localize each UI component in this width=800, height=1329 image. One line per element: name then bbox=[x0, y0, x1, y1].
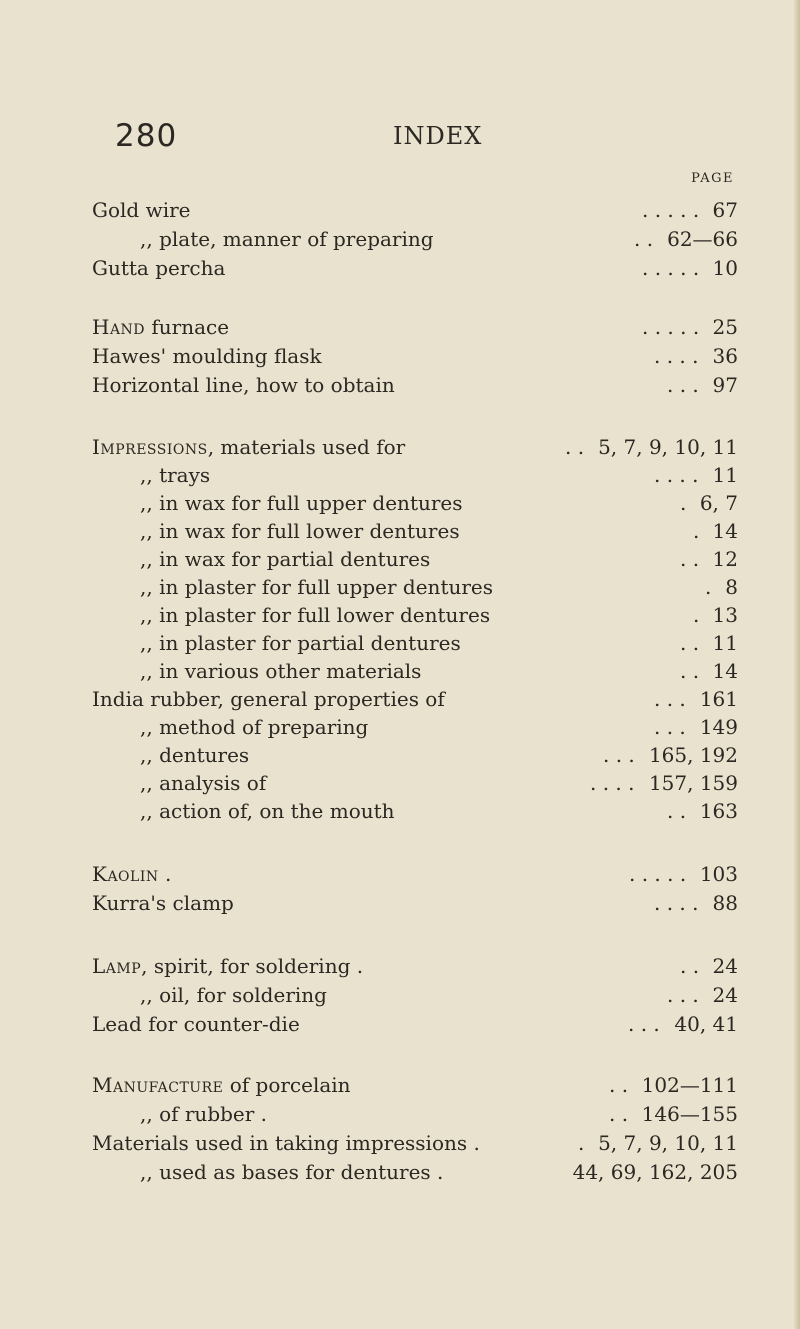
leader-dots: . bbox=[680, 491, 687, 515]
index-term: ,, in wax for full upper dentures bbox=[140, 491, 463, 515]
index-pages: 11 bbox=[712, 463, 738, 487]
index-entry bbox=[0, 714, 800, 740]
index-pages: 62—66 bbox=[667, 227, 738, 251]
index-term: Kurra's clamp bbox=[92, 891, 234, 915]
index-entry bbox=[0, 462, 800, 488]
page-column-heading: PAGE bbox=[691, 171, 734, 186]
index-term: Gold wire bbox=[92, 198, 191, 222]
index-term: ,, in various other materials bbox=[140, 659, 422, 683]
index-entry bbox=[0, 226, 800, 252]
index-pages: 5, 7, 9, 10, 11 bbox=[598, 435, 738, 459]
leader-dots: . . . bbox=[628, 1012, 660, 1036]
index-term: Horizontal line, how to obtain bbox=[92, 373, 395, 397]
index-pages: 97 bbox=[712, 373, 738, 397]
leader-dots: . . bbox=[667, 799, 687, 823]
leader-dots: . bbox=[693, 519, 700, 543]
leader-dots: . . bbox=[680, 547, 700, 571]
index-entry bbox=[0, 982, 800, 1008]
leader-dots: . . bbox=[609, 1102, 629, 1126]
index-term: Kaolin . bbox=[92, 862, 172, 886]
index-entry bbox=[0, 630, 800, 656]
index-pages: 5, 7, 9, 10, 11 bbox=[598, 1131, 738, 1155]
leader-dots: . . . . . bbox=[629, 862, 687, 886]
index-term: Gutta percha bbox=[92, 256, 226, 280]
leader-dots: . . . . . bbox=[642, 315, 700, 339]
leader-dots: . . . . bbox=[590, 771, 635, 795]
index-entry bbox=[0, 518, 800, 544]
index-pages: 165, 192 bbox=[648, 743, 738, 767]
index-entry bbox=[0, 1159, 800, 1185]
index-pages: 149 bbox=[699, 715, 738, 739]
leader-dots: . . . bbox=[667, 373, 699, 397]
index-entry bbox=[0, 490, 800, 516]
leader-dots: . . . . . bbox=[642, 198, 700, 222]
index-pages: 24 bbox=[712, 954, 738, 978]
index-pages: 8 bbox=[725, 575, 738, 599]
index-entry bbox=[0, 343, 800, 369]
index-term: ,, used as bases for dentures . bbox=[140, 1160, 444, 1184]
index-entry bbox=[0, 314, 800, 340]
index-entry bbox=[0, 742, 800, 768]
index-term: ,, in plaster for full lower dentures bbox=[140, 603, 491, 627]
leader-dots: . bbox=[578, 1131, 585, 1155]
index-term: Hawes' moulding flask bbox=[92, 344, 322, 368]
index-term: ,, method of preparing bbox=[140, 715, 369, 739]
index-entry bbox=[0, 574, 800, 600]
index-term: ,, analysis of bbox=[140, 771, 267, 795]
index-pages: 67 bbox=[712, 198, 738, 222]
index-pages: 102—111 bbox=[641, 1073, 738, 1097]
index-pages: 103 bbox=[699, 862, 738, 886]
index-entry bbox=[0, 890, 800, 916]
leader-dots: . . bbox=[680, 659, 700, 683]
index-term: ,, in plaster for partial dentures bbox=[140, 631, 461, 655]
index-term: India rubber, general properties of bbox=[92, 687, 445, 711]
leader-dots: . . . . bbox=[654, 463, 699, 487]
page-edge bbox=[794, 0, 800, 1329]
leader-dots: . bbox=[693, 603, 700, 627]
index-pages: 44, 69, 162, 205 bbox=[572, 1160, 738, 1184]
index-term: ,, oil, for soldering bbox=[140, 983, 327, 1007]
index-pages: 36 bbox=[712, 344, 738, 368]
index-term: ,, in plaster for full upper dentures bbox=[140, 575, 494, 599]
index-entry bbox=[0, 658, 800, 684]
index-term: ,, action of, on the mouth bbox=[140, 799, 395, 823]
index-term: Hand furnace bbox=[92, 315, 230, 339]
index-entry bbox=[0, 686, 800, 712]
index-pages: 11 bbox=[712, 631, 738, 655]
running-title: INDEX bbox=[393, 122, 483, 150]
index-pages: 161 bbox=[699, 687, 738, 711]
page-number: 280 bbox=[115, 118, 178, 154]
page-header bbox=[115, 118, 735, 158]
leader-dots: . . . bbox=[603, 743, 635, 767]
index-term: Impressions, materials used for bbox=[92, 435, 406, 459]
index-term: ,, in wax for partial dentures bbox=[140, 547, 431, 571]
index-entry bbox=[0, 861, 800, 887]
leader-dots: . . bbox=[565, 435, 585, 459]
leader-dots: . bbox=[705, 575, 712, 599]
index-pages: 14 bbox=[712, 659, 738, 683]
index-entry bbox=[0, 1101, 800, 1127]
index-term: Materials used in taking impressions . bbox=[92, 1131, 480, 1155]
leader-dots: . . bbox=[680, 631, 700, 655]
leader-dots: . . . . . bbox=[642, 256, 700, 280]
index-pages: 14 bbox=[712, 519, 738, 543]
leader-dots: . . bbox=[609, 1073, 629, 1097]
leader-dots: . . . bbox=[667, 983, 699, 1007]
index-pages: 88 bbox=[712, 891, 738, 915]
index-pages: 25 bbox=[712, 315, 738, 339]
index-entry bbox=[0, 1072, 800, 1098]
leader-dots: . . . bbox=[654, 715, 686, 739]
index-pages: 40, 41 bbox=[674, 1012, 738, 1036]
index-entry bbox=[0, 602, 800, 628]
index-pages: 12 bbox=[712, 547, 738, 571]
leader-dots: . . . . bbox=[654, 344, 699, 368]
index-entry bbox=[0, 1011, 800, 1037]
index-entry bbox=[0, 1130, 800, 1156]
index-entry bbox=[0, 434, 800, 460]
index-term: Lead for counter-die bbox=[92, 1012, 300, 1036]
index-pages: 146—155 bbox=[641, 1102, 738, 1126]
index-term: ,, dentures bbox=[140, 743, 250, 767]
index-entry bbox=[0, 372, 800, 398]
index-entry bbox=[0, 255, 800, 281]
leader-dots: . . bbox=[634, 227, 654, 251]
index-term: Manufacture of porcelain bbox=[92, 1073, 351, 1097]
index-term: ,, trays bbox=[140, 463, 211, 487]
index-pages: 163 bbox=[699, 799, 738, 823]
index-entry bbox=[0, 197, 800, 223]
index-term: ,, of rubber . bbox=[140, 1102, 268, 1126]
index-entry bbox=[0, 770, 800, 796]
index-pages: 157, 159 bbox=[648, 771, 738, 795]
index-entry bbox=[0, 798, 800, 824]
index-pages: 24 bbox=[712, 983, 738, 1007]
index-term: Lamp, spirit, for soldering . bbox=[92, 954, 364, 978]
index-entry bbox=[0, 546, 800, 572]
index-term: ,, in wax for full lower dentures bbox=[140, 519, 460, 543]
index-pages: 6, 7 bbox=[699, 491, 738, 515]
index-term: ,, plate, manner of preparing bbox=[140, 227, 434, 251]
index-entry bbox=[0, 953, 800, 979]
leader-dots: . . . bbox=[654, 687, 686, 711]
index-pages: 10 bbox=[712, 256, 738, 280]
leader-dots: . . bbox=[680, 954, 700, 978]
leader-dots: . . . . bbox=[654, 891, 699, 915]
index-pages: 13 bbox=[712, 603, 738, 627]
